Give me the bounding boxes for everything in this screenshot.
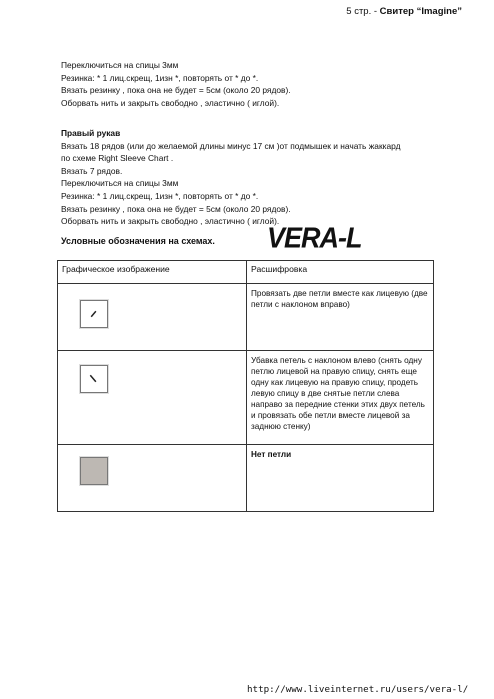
legend-title: Условные обозначения на схемах. (61, 236, 215, 246)
symbol-cell (58, 351, 247, 445)
document-title: Свитер “Imagine” (379, 6, 462, 17)
page-header (346, 6, 462, 17)
instruction-line: Резинка: * 1 лиц.скрещ, 1изн *, повторять от * до *. (61, 72, 259, 83)
column-header-symbol: Графическое изображение (58, 261, 247, 284)
page-number: 5 стр. - (346, 6, 378, 17)
ribbing-instructions (61, 59, 291, 109)
symbol-cell (58, 445, 247, 512)
instruction-line: Вязать 7 рядов. (61, 165, 123, 176)
instruction-line: Вязать резинку , пока она не будет = 5см (около 20 рядов). (61, 85, 291, 96)
footer-url: http://www.liveinternet.ru/users/vera-l/ (247, 684, 469, 695)
instruction-line: по схеме Right Sleeve Chart . (61, 153, 174, 164)
legend-table (57, 260, 434, 512)
symbol-description: Провязать две петли вместе как лицевую (две петли с наклоном вправо) (247, 284, 434, 351)
instruction-line: Вязать резинку , пока она не будет = 5см (около 20 рядов). (61, 203, 291, 214)
symbol-description: Убавка петель с наклоном влево (снять одну петлю лицевой на правую спицу, снять еще одну как лицевую на правую спицу, продеть левую спицу в две снятые петли слева направо за передние стенки этих двух петель и провязать обе петли вместе лицевой за заднюю стенку) (247, 351, 434, 445)
instruction-line: Резинка: * 1 лиц.скрещ, 1изн *, повторять от * до *. (61, 190, 259, 201)
instruction-line: Вязать 18 рядов (или до желаемой длины минус 17 см )от подмышек и начать жаккард (61, 140, 401, 151)
table-row (58, 351, 434, 445)
table-row (58, 284, 434, 351)
right-sleeve-section (61, 127, 400, 228)
right-slant-decrease-icon (80, 300, 108, 328)
column-header-meaning: Расшифровка (247, 261, 434, 284)
symbol-description: Нет петли (247, 445, 434, 512)
section-title: Правый рукав (61, 128, 121, 138)
table-row (58, 445, 434, 512)
instruction-line: Переключиться на спицы 3мм (61, 178, 179, 189)
instruction-line: Оборвать нить и закрыть свободно , эластично ( иглой). (61, 97, 280, 108)
symbol-cell (58, 284, 247, 351)
instruction-line: Переключиться на спицы 3мм (61, 60, 179, 70)
vera-l-logo: VERA-L (267, 222, 362, 254)
no-stitch-icon (80, 457, 108, 485)
left-slant-decrease-icon (80, 365, 108, 393)
instruction-line: Оборвать нить и закрыть свободно , эластично ( иглой). (61, 216, 280, 227)
